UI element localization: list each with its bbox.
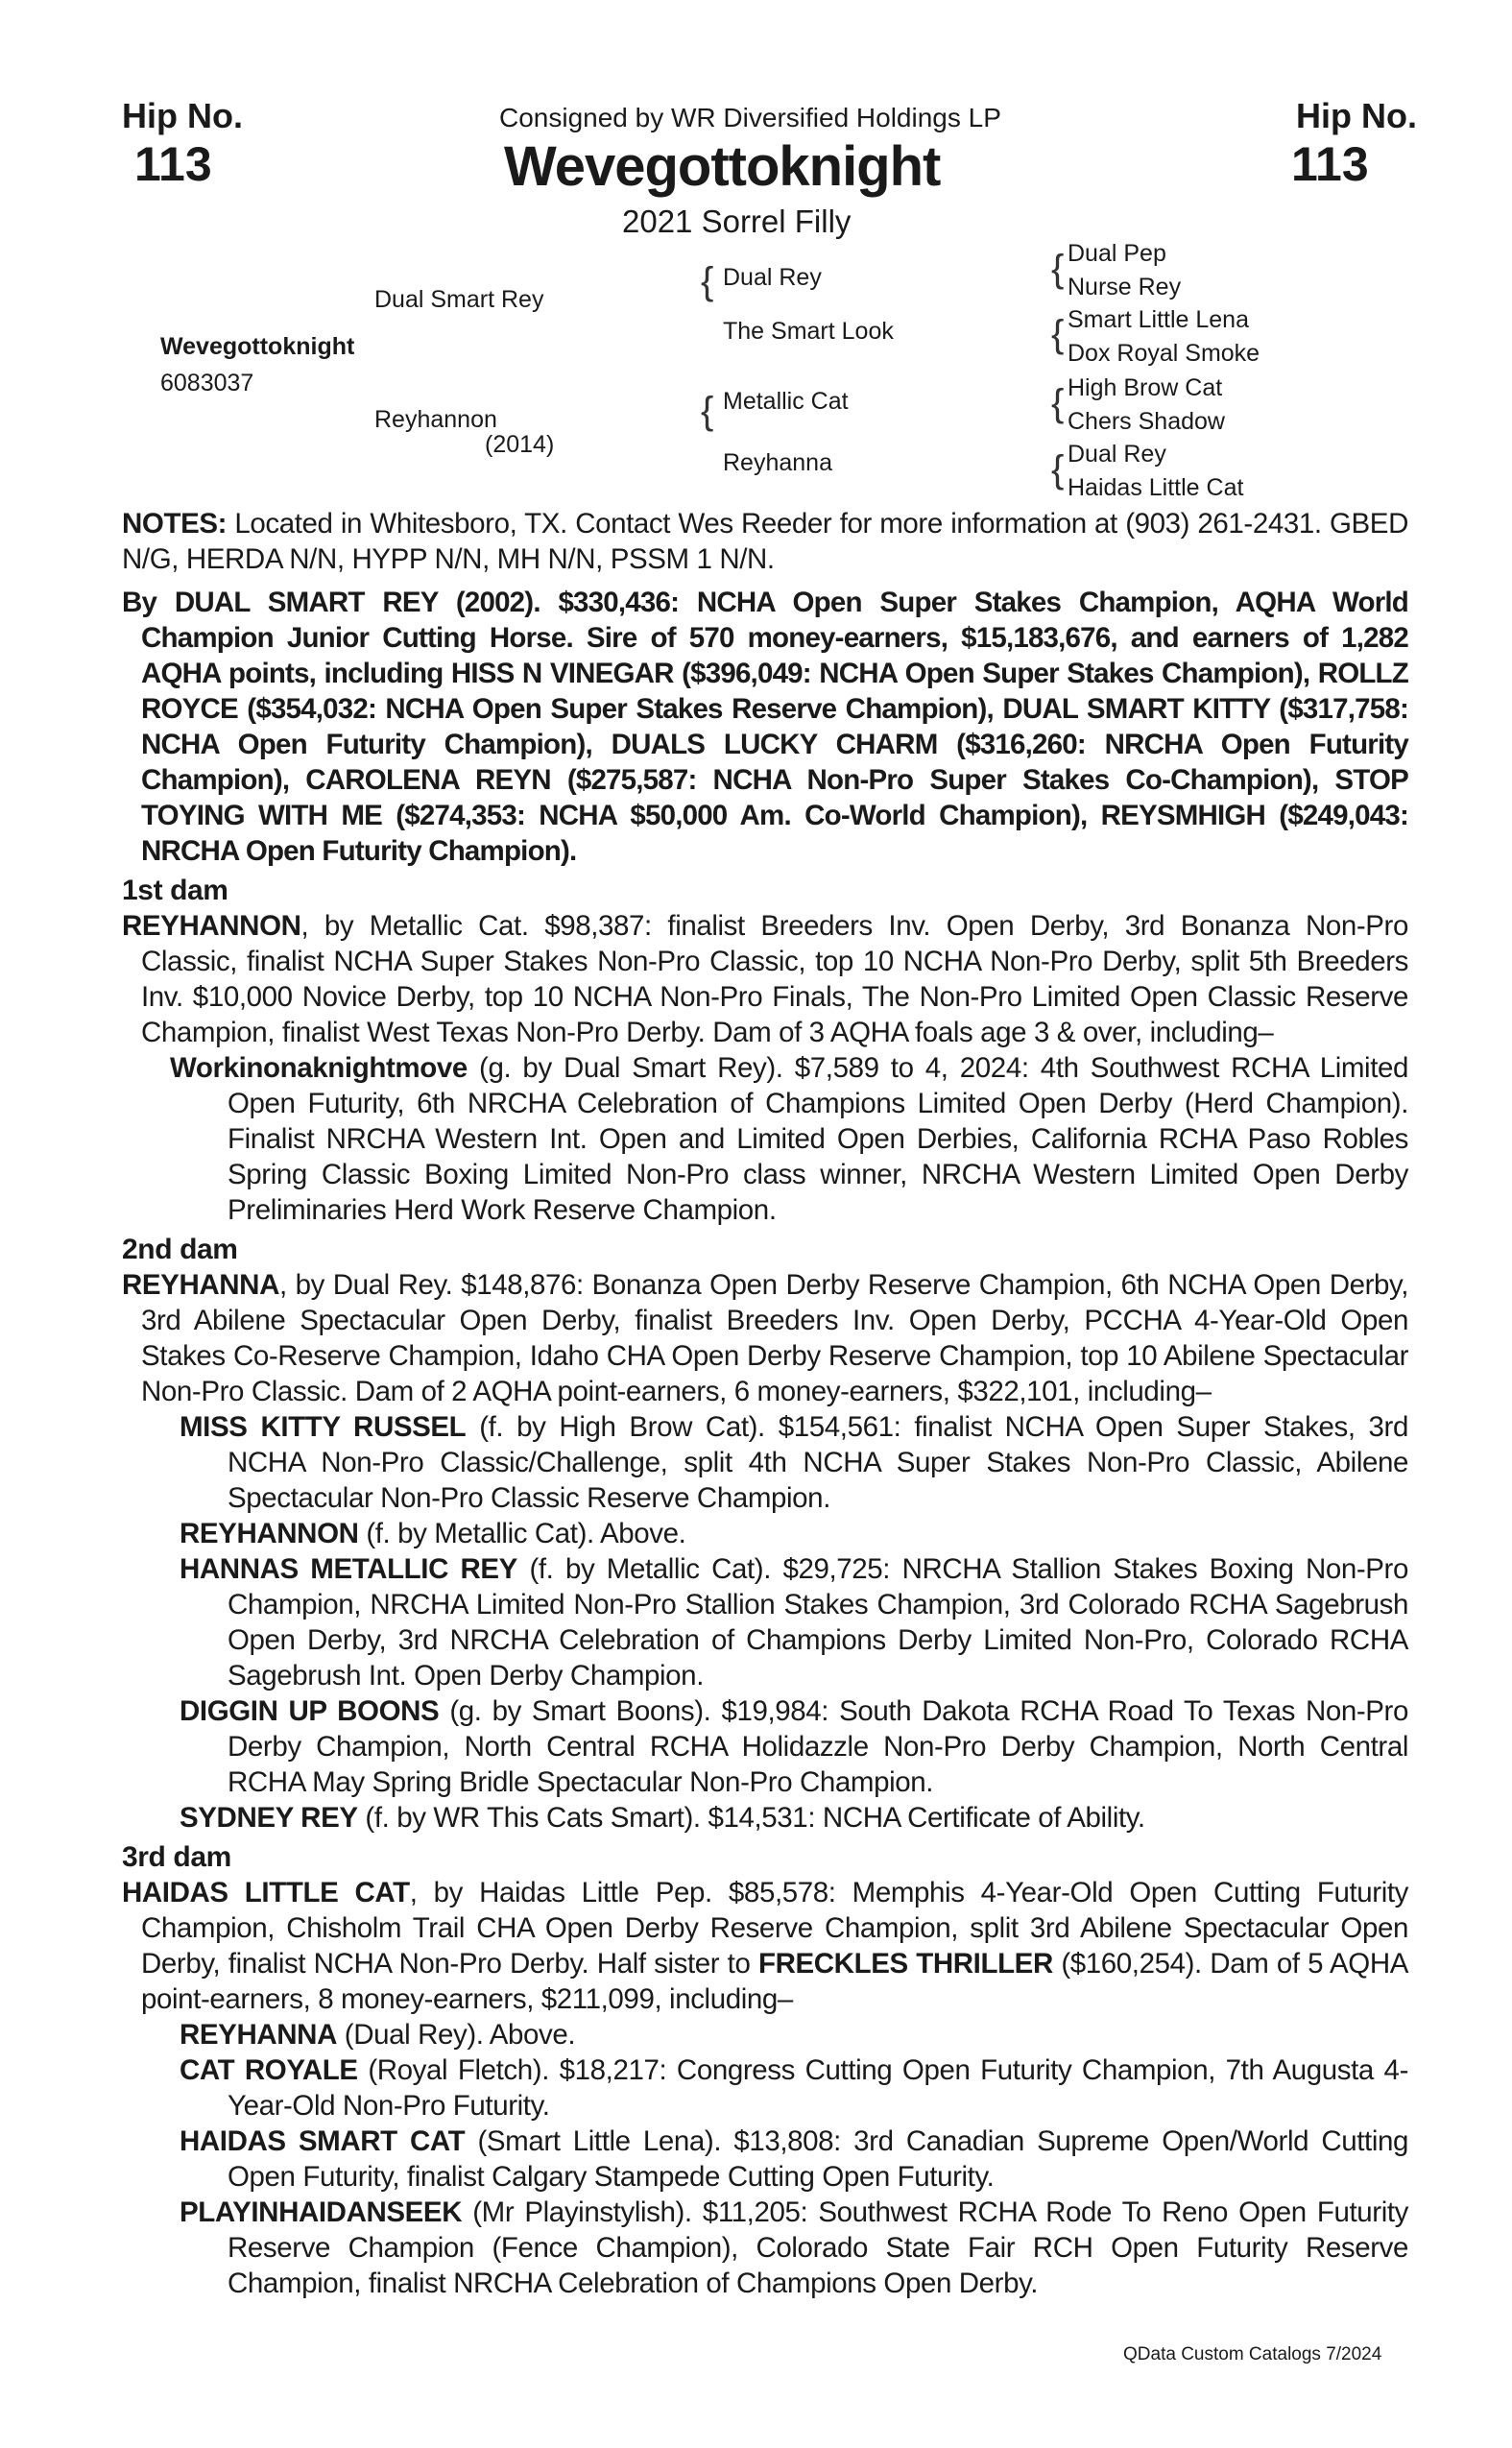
pedigree-g5: High Brow Cat <box>1068 374 1223 401</box>
produce-name: DIGGIN UP BOONS <box>180 1695 440 1727</box>
brace-g1: { <box>1051 248 1065 290</box>
produce-text: (f. by Metallic Cat). $29,725: NRCHA Stallion Stakes Boxing Non-Pro Champion, NRCHA Limited Non-Pro Stallion Stakes Champion, 3rd Colorado RCHA Sagebrush Open Derby, 3rd NRCHA Celebration of Champions Derby Limited Non-Pro, Colorado RCHA Sagebrush Int. Open Derby Champion. <box>228 1553 1408 1692</box>
hip-number-right: 113 <box>1291 137 1369 191</box>
produce-text: (Dual Rey). Above. <box>336 2019 576 2051</box>
dam-dam: Reyhanna <box>723 449 832 476</box>
second-dam-produce-3 <box>122 1551 1408 1693</box>
third-dam-text-2: ($160,254). Dam of 5 AQHA point-earners, 8 money-earners, $211,099, including– <box>141 1948 1409 2015</box>
pedigree-g3: Smart Little Lena <box>1068 306 1249 333</box>
second-dam-heading: 2nd dam <box>122 1234 238 1265</box>
subject-name: Wevegottoknight <box>160 333 355 360</box>
produce-text: (Smart Little Lena). $13,808: 3rd Canadian Supreme Open/World Cutting Open Futurity, finalist Calgary Stampede Cutting Open Futurity. <box>228 2125 1408 2193</box>
hip-number-left: 113 <box>134 137 212 191</box>
third-dam-paragraph <box>122 1875 1408 2017</box>
hip-label-left: Hip No. <box>122 96 243 135</box>
third-dam-name: HAIDAS LITTLE CAT <box>122 1877 410 1908</box>
notes-text: Located in Whitesboro, TX. Contact Wes Reeder for more information at (903) 261-2431. GBED N/G, HERDA N/N, HYPP N/N, MH N/N, PSSM 1 N/N. <box>122 508 1408 575</box>
pedigree-g6: Chers Shadow <box>1068 408 1225 435</box>
first-dam-text: , by Metallic Cat. $98,387: finalist Breeders Inv. Open Derby, 3rd Bonanza Non-Pro Classic, finalist NCHA Super Stakes Non-Pro Classic, top 10 NCHA Non-Pro Derby, split 5th Breeders Inv. $10,000 Novice Derby, top 10 NCHA Non-Pro Finals, The Non-Pro Limited Open Classic Reserve Champion, finalist West Texas Non-Pro Derby. Dam of 3 AQHA foals age 3 & over, including– <box>141 910 1408 1048</box>
horse-name-title: Wevegottoknight <box>504 135 941 198</box>
pedigree-g4: Dox Royal Smoke <box>1068 340 1260 367</box>
produce-text: (g. by Smart Boons). $19,984: South Dakota RCHA Road To Texas Non-Pro Derby Champion, North Central RCHA Holidazzle Non-Pro Derby Champion, North Central RCHA May Spring Bridle Spectacular Non-Pro Champion. <box>228 1695 1408 1798</box>
brace-sire: { <box>701 260 714 302</box>
pedigree-g8: Haidas Little Cat <box>1068 474 1244 501</box>
produce-text: (Royal Fletch). $18,217: Congress Cutting Open Futurity Champion, 7th Augusta 4-Year-Old Non-Pro Futurity. <box>228 2054 1408 2122</box>
third-dam-produce-2 <box>122 2052 1408 2124</box>
third-dam-sibling: FRECKLES THRILLER <box>757 1948 1053 1980</box>
produce-name: HAIDAS SMART CAT <box>180 2125 466 2157</box>
pedigree-g1: Dual Pep <box>1068 240 1166 267</box>
produce-name: CAT ROYALE <box>180 2054 358 2086</box>
produce-name: SYDNEY REY <box>180 1802 358 1834</box>
produce-name: PLAYINHAIDANSEEK <box>180 2196 463 2228</box>
pedigree-g7: Dual Rey <box>1068 441 1166 468</box>
produce-name: MISS KITTY RUSSEL <box>180 1411 467 1443</box>
second-dam-text: , by Dual Rey. $148,876: Bonanza Open Derby Reserve Champion, 6th NCHA Open Derby, 3rd Abilene Spectacular Open Derby, finalist Breeders Inv. Open Derby, PCCHA 4-Year-Old Open Stakes Co-Reserve Champion, Idaho CHA Open Derby Reserve Champion, top 10 Abilene Spectacular Non-Pro Classic. Dam of 2 AQHA point-earners, 6 money-earners, $322,101, including– <box>141 1269 1408 1407</box>
second-dam-produce-1 <box>122 1409 1408 1516</box>
notes-label: NOTES: <box>122 508 228 540</box>
second-dam-produce-5 <box>122 1800 1408 1836</box>
produce-text: (f. by Metallic Cat). Above. <box>358 1518 686 1549</box>
dam: Reyhannon <box>374 406 497 433</box>
produce-name: REYHANNON <box>180 1518 359 1549</box>
produce-name: HANNAS METALLIC REY <box>180 1553 517 1585</box>
produce-name: REYHANNA <box>180 2019 337 2051</box>
produce-text: (f. by High Brow Cat). $154,561: finalist NCHA Open Super Stakes, 3rd NCHA Non-Pro Classic/Challenge, split 4th NCHA Super Stakes Non-Pro Classic, Abilene Spectacular Non-Pro Classic Reserve Champion. <box>228 1411 1408 1514</box>
second-dam-produce-2 <box>122 1516 1408 1551</box>
brace-g5: { <box>1051 382 1065 424</box>
third-dam-produce-1 <box>122 2017 1408 2052</box>
pedigree-g2: Nurse Rey <box>1068 274 1182 300</box>
third-dam-produce-3 <box>122 2124 1408 2195</box>
third-dam-heading: 3rd dam <box>122 1841 231 1873</box>
sire-dam: The Smart Look <box>723 318 894 345</box>
brace-dam: { <box>701 390 714 432</box>
subject-registration: 6083037 <box>160 370 254 396</box>
sire-paragraph: By DUAL SMART REY (2002). $330,436: NCHA Open Super Stakes Champion, AQHA World Champion Junior Cutting Horse. Sire of 570 money-earners, $15,183,676, and earners of 1,282 AQHA points, including HISS N VINEGAR ($396,049: NCHA Open Super Stakes Champion), ROLLZ ROYCE ($354,032: NCHA Open Super Stakes Reserve Champion), DUAL SMART KITTY ($317,758: NCHA Open Futurity Champion), DUALS LUCKY CHARM ($316,260: NRCHA Open Futurity Champion), CAROLENA REYN ($275,587: NCHA Non-Pro Super Stakes Co-Champion), STOP TOYING WITH ME ($274,353: NCHA $50,000 Am. Co-World Champion), REYSMHIGH ($249,043: NRCHA Open Futurity Champion). <box>122 587 1408 867</box>
first-dam-name: REYHANNON <box>122 910 301 942</box>
second-dam-produce-4 <box>122 1693 1408 1800</box>
first-dam-paragraph <box>122 908 1408 1050</box>
footer-credit: QData Custom Catalogs 7/2024 <box>1123 2344 1382 2364</box>
notes <box>122 506 1408 577</box>
produce-name: Workinonaknightmove <box>170 1052 468 1084</box>
hip-label-right: Hip No. <box>1296 96 1417 135</box>
horse-description: 2021 Sorrel Filly <box>622 204 852 239</box>
first-dam-produce-1 <box>122 1050 1408 1228</box>
brace-g7: { <box>1051 448 1065 491</box>
catalog-body <box>122 506 1408 2301</box>
sire-sire: Dual Rey <box>723 264 822 291</box>
third-dam-text: , by Haidas Little Pep. $85,578: Memphis 4-Year-Old Open Cutting Futurity Champion, Chisholm Trail CHA Open Derby Reserve Champion, split 3rd Abilene Spectacular Open Derby, finalist NCHA Non-Pro Derby. Half sister to <box>141 1877 1408 1980</box>
consignor: Consigned by WR Diversified Holdings LP <box>499 103 1001 132</box>
produce-text: (f. by WR This Cats Smart). $14,531: NCHA Certificate of Ability. <box>357 1802 1145 1834</box>
dam-year: (2014) <box>485 431 555 458</box>
second-dam-name: REYHANNA <box>122 1269 279 1301</box>
sire: Dual Smart Rey <box>374 286 544 313</box>
second-dam-paragraph <box>122 1267 1408 1409</box>
brace-g3: { <box>1051 313 1065 355</box>
dam-sire: Metallic Cat <box>723 388 849 415</box>
produce-text: (Mr Playinstylish). $11,205: Southwest RCHA Rode To Reno Open Futurity Reserve Champion (Fence Champion), Colorado State Fair RCH Open Futurity Reserve Champion, finalist NRCHA Celebration of Champions Open Derby. <box>228 2196 1408 2299</box>
produce-text: (g. by Dual Smart Rey). $7,589 to 4, 2024: 4th Southwest RCHA Limited Open Futurity, 6th NRCHA Celebration of Champions Limited Open Derby (Herd Champion). Finalist NRCHA Western Int. Open and Limited Open Derbies, California RCHA Paso Robles Spring Classic Boxing Limited Non-Pro class winner, NRCHA Western Limited Open Derby Preliminaries Herd Work Reserve Champion. <box>228 1052 1408 1226</box>
third-dam-produce-4 <box>122 2195 1408 2301</box>
first-dam-heading: 1st dam <box>122 875 228 906</box>
